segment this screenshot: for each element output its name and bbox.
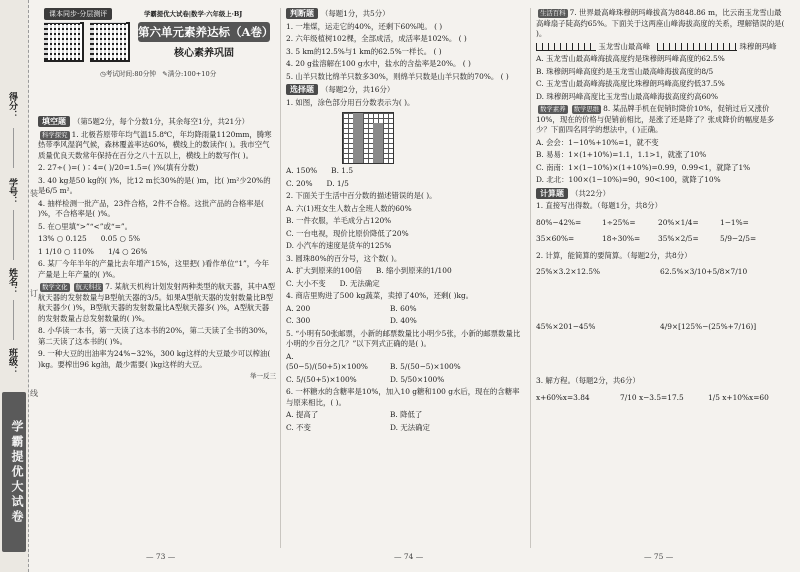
option-a: A. 玉龙雪山最高峰海拔高度约是珠穆朗玛峰高度的62.5%	[536, 54, 725, 64]
tag-thinking: 数学思维	[573, 105, 600, 114]
option-c: C. 不变	[286, 422, 311, 432]
ruler-label-everest: 珠穆朗玛峰	[739, 41, 777, 51]
question-8: 8. 小华读一本书，第一天读了这本书的20%，第二天读了全书的30%，第二天读了这本书的( )%。	[38, 326, 273, 346]
judge-3: 3. 5 km的12.5%与1 km的62.5%一样长。 ( )	[286, 46, 442, 56]
choice-6-options	[286, 410, 524, 421]
question-2: 2. 27÷( )=( )∶4=( )/20=1.5=( )%(填有分数)	[38, 163, 199, 173]
option-a: A. (50−5)/(50+5)×100%	[286, 351, 368, 372]
choice-7	[536, 8, 786, 40]
choice-4-options	[286, 304, 524, 315]
option-c: C. 20%	[286, 178, 313, 188]
class-label: 班级：	[7, 348, 17, 375]
calc-item: 45%×201−45%	[536, 321, 596, 331]
page-number: — 73 —	[146, 552, 176, 561]
compare-item: 13% ○ 0.125	[38, 234, 87, 244]
choice-5-options	[286, 375, 524, 386]
calc-2-row	[536, 322, 786, 333]
option-a: A. 会会：1−10%+10%=1，就不变	[536, 137, 659, 147]
choice-1-options	[286, 179, 524, 190]
exam-time: 考试时间:80分钟	[105, 70, 156, 78]
unit-title: 第六单元素养达标（A卷）	[138, 22, 270, 42]
section-calc-label: 计算题	[536, 188, 568, 199]
choice-6-options	[286, 423, 524, 434]
option-d: D. 小汽车的速度是货车的125%	[286, 241, 392, 251]
tag-aerospace: 航天科技	[75, 283, 102, 292]
section-judge-label: 判断题	[286, 8, 318, 19]
section-judge-desc: （每题1分，共5分）	[321, 9, 390, 18]
calc-1-row	[536, 218, 786, 229]
choice-5: 5. “小明有50张邮票，小新的邮票数量比小明少5张，小新的邮票数量比小明的少百分之几？”以下列式正确的是( )。	[286, 328, 521, 349]
choice-5-options	[286, 352, 524, 373]
option-b: B. 5/(50−5)×100%	[390, 362, 461, 372]
question-9: 9. 一种大豆的出油率为24%~32%，300 kg这样的大豆最少可以榨油( )kg。要榨出96 kg油，最少需要( )kg这样的大豆。	[38, 349, 271, 369]
option-d: D. 珠穆朗玛峰高度比玉龙雪山最高峰海拔高度约高60%	[536, 91, 718, 101]
calc-1-row	[536, 234, 786, 245]
option-a: A. 150%	[286, 166, 318, 176]
choice-1: 1. 如图，涂色部分用百分数表示为( )。	[286, 97, 415, 107]
option-d: D. 无法确定	[339, 278, 380, 288]
tag-culture: 数学文化	[42, 283, 68, 292]
compare-item: 1 1/10 ○ 110%	[38, 246, 94, 256]
option-c: C. 大小不变	[286, 278, 326, 288]
section-fill-label: 填空题	[38, 116, 70, 127]
right-column	[536, 8, 786, 409]
option-b: B. 降低了	[390, 410, 423, 420]
middle-column	[286, 8, 524, 435]
name-label: 姓名：	[7, 268, 17, 295]
option-a: A. 提高了	[286, 410, 319, 420]
option-b: B. 缩小到原来的1/100	[375, 266, 452, 276]
option-d: D. 1/5	[326, 178, 349, 188]
question-5-row	[38, 247, 276, 258]
clock-icon: ◷	[100, 70, 106, 78]
choice-6: 6. 一杯糖水的含糖率是10%，加入10 g糖和100 g水后，现在的含糖率与原来相比，( )。	[286, 387, 520, 407]
option-d: D. 无法确定	[390, 422, 430, 432]
percent-grid	[342, 112, 394, 164]
unit-subtitle: 核心素养巩固	[174, 48, 234, 59]
student-id-line	[13, 210, 14, 260]
calc-item: 80%−42%=	[536, 217, 582, 227]
qr-code-pattern	[44, 22, 80, 58]
option-a: A. 扩大到原来的100倍	[286, 266, 362, 276]
calc-item: 20%×1/4=	[658, 217, 699, 227]
question-4: 4. 抽样检测一批产品，23件合格，2件不合格。这批产品的合格率是( )%，不合格率是( )%。	[38, 198, 264, 219]
choice-4-options	[286, 316, 524, 327]
option-c: C. 南南：1×(1−10%)×(1+10%)=0.99，0.99<1，就降了1%	[536, 162, 751, 172]
option-d: D. 40%	[390, 316, 417, 326]
calc-item: 7/10 x−3.5=17.5	[620, 392, 684, 402]
option-c: C. 300	[286, 316, 311, 326]
section-fill	[38, 116, 276, 128]
tag-literacy: 数学素养	[540, 105, 566, 114]
binding-mark-2: 订	[30, 289, 38, 298]
choice-3: 3. 圆珠80%的百分号，这个数( )。	[286, 253, 402, 263]
section-choice	[286, 84, 524, 96]
pen-icon: ✎	[162, 70, 168, 78]
binding-mark-1: 装	[30, 189, 38, 198]
question-1-text: 1. 北极苔原带年均气温15.8℃，年均降雨量1120mm，腾寒热带季风湿润气候，森林覆盖率达60%，横线上的数读作( )。我市空气质量优良天数常年保持在百分之八十五以上，横线上的数写作( )。	[38, 129, 272, 160]
tag-science: 科学探究	[42, 130, 68, 139]
full-score: 满分:100+10分	[167, 70, 217, 78]
option-c: C. 玉龙雪山最高峰海拔高度比珠穆朗玛峰高度约低37.5%	[536, 79, 725, 89]
page-number: — 74 —	[394, 552, 424, 561]
calc-2-row	[536, 267, 786, 278]
question-5-row	[38, 234, 276, 245]
choice-7-text: 7. 世界最高峰珠穆朗玛峰拔高为8848.86 m，比云南玉龙雪山最高峰扇子陡高约65%。下面关于这两座山峰海拔高度的关系，理解错误的是( )。	[536, 8, 785, 39]
option-d: D. 北北：100×(1−10%)=90，90<100，就降了10%	[536, 175, 721, 185]
binding-margin	[0, 0, 29, 572]
calc-item: 35×60%=	[536, 234, 575, 244]
book-title: 学霸提优大试卷|数学·六年级上·BJ	[144, 10, 243, 18]
left-column	[38, 116, 276, 384]
exam-meta	[100, 68, 216, 78]
question-7	[38, 282, 276, 324]
ruler-label-yulong: 玉龙雪山最高峰	[598, 41, 651, 51]
section-calc	[536, 188, 786, 200]
choice-4: 4. 商店里购进了500 kg蔬菜，卖掉了40%，还剩( )kg。	[286, 291, 474, 301]
score-line	[13, 128, 14, 168]
option-b: B. 易易：1×(1+10%)=1.1，1.1>1，就涨了10%	[536, 150, 707, 160]
calc-item: 1÷25%=	[602, 217, 636, 227]
unit-header	[44, 8, 272, 104]
judge-4: 4. 20 g盐溶解在100 g水中，盐水的含盐率是20%。 ( )	[286, 59, 471, 69]
brand-stamp: 学霸提优大试卷	[2, 392, 26, 552]
choice-1-figure	[286, 110, 524, 166]
option-b: B. 60%	[390, 303, 417, 313]
calc-item: 18÷30%=	[602, 234, 641, 244]
option-b: B. 一件衣服，羊毛成分占120%	[286, 216, 392, 226]
judge-1: 1. 一堆煤，运走它的40%，还剩下60%吨。 ( )	[286, 21, 443, 31]
calc-1: 1. 直接写出得数。（每题1分，共8分）	[536, 201, 662, 211]
option-a: A. 六(1)班女生人数占全班人数的60%	[286, 203, 412, 213]
question-1	[38, 130, 276, 162]
section-choice-desc: （每题2分，共16分）	[321, 85, 395, 95]
calc-item: x+60%x=3.84	[536, 392, 590, 402]
calc-item: 25%×3.2×12.5%	[536, 267, 601, 277]
question-6: 6. 某厂今年半年的产量比去年增产15%，这里把( )看作单位“1”，今年产量是上年产量的( )%。	[38, 259, 269, 279]
question-7-text: 7. 某航天机构计划发射两种类型的航天器，其中A型航天器的发射数量与B型航天器的3/5。如果A型航天器的发射数量比B型航天器少( )%，B型航天器的发射数量比A型航天器多( )%，A型航天器的发射数量占总发射数量的( )%。	[38, 282, 276, 323]
compare-item: 1/4 ○ 26%	[107, 246, 148, 256]
question-5: 5. 在○里填“>”“<”或“=”。	[38, 221, 133, 231]
choice-8	[536, 104, 786, 136]
calc-item: 35%×2/5=	[658, 234, 699, 244]
page-number: — 75 —	[644, 552, 674, 561]
question-3: 3. 40 kg是50 kg的( )%，比12 m长30%的是( )m，比( )m²少20%的是6/5 m²。	[38, 175, 271, 196]
section-calc-desc: （共22分）	[571, 188, 610, 198]
option-c: C. 一台电视，现价比原价降低了20%	[286, 228, 409, 238]
mountain-rulers	[536, 42, 786, 53]
grid-shade	[373, 123, 383, 163]
brand-tag: 课本同步·分层测评	[44, 8, 112, 20]
section-judge	[286, 8, 524, 20]
option-c: C. 5/(50+5)×100%	[286, 374, 357, 384]
column-divider	[530, 8, 531, 548]
calc-3: 3. 解方程。（每题2分，共6分）	[536, 376, 640, 386]
section-fill-desc: （第5题2分，每个分数1分，其余每空1分，共21分）	[73, 117, 250, 126]
ruler-everest	[657, 43, 737, 51]
section-choice-label: 选择题	[286, 84, 318, 95]
qr-code-pattern	[90, 22, 126, 58]
option-b: B. 珠穆朗玛峰高度约是玉龙雪山最高峰海拔高度的8/5	[536, 66, 714, 76]
judge-5: 5. 山羊只数比绵羊只数多30%，则绵羊只数是山羊只数的70%。 ( )	[286, 71, 509, 81]
option-b: B. 1.5	[331, 166, 354, 176]
score-label: 得分：	[7, 92, 17, 119]
choice-8-text: 8. 某品牌手机在促销时降价10%，促销过后又涨价10%，现在的价格与促销前相比，是涨了还是降了？张成降价的幅度是多少？下面四名同学的想法中，( )正确。	[536, 104, 775, 135]
calc-item: 4/9×[125%−(25%+7/16)]	[660, 321, 757, 331]
compare-item: 0.05 ○ 5%	[100, 234, 141, 244]
name-line	[13, 300, 14, 340]
calc-item: 1−1%=	[720, 217, 749, 227]
judge-2: 2. 六年级植树102棵，全部成活，成活率是102%。 ( )	[286, 34, 467, 44]
tag-life: 生活百科	[540, 9, 566, 17]
column-divider	[280, 8, 281, 548]
calc-item: 5/9−2/5=	[720, 234, 757, 244]
grid-shade	[353, 113, 363, 163]
calc-3-row	[536, 393, 786, 404]
option-d: D. 5/50×100%	[390, 374, 445, 384]
calc-item: 62.5%×3/10+5/8×7/10	[660, 267, 748, 277]
choice-2: 2. 下面关于生活中百分数的描述错误的是( )。	[286, 191, 437, 201]
choice-3-options	[286, 279, 524, 290]
calc-item: 1/5 x+10%x=60	[708, 392, 769, 402]
student-id-label: 学号：	[7, 178, 17, 205]
option-a: A. 200	[286, 303, 311, 313]
choice-1-options	[286, 166, 524, 177]
choice-3-options	[286, 266, 524, 277]
calc-2: 2. 计算，能简算的要简算。（每题2分，共8分）	[536, 250, 692, 260]
question-9-tail: 举一反三	[250, 372, 276, 381]
ruler-yulong	[536, 43, 596, 51]
binding-mark-3: 线	[30, 389, 38, 398]
